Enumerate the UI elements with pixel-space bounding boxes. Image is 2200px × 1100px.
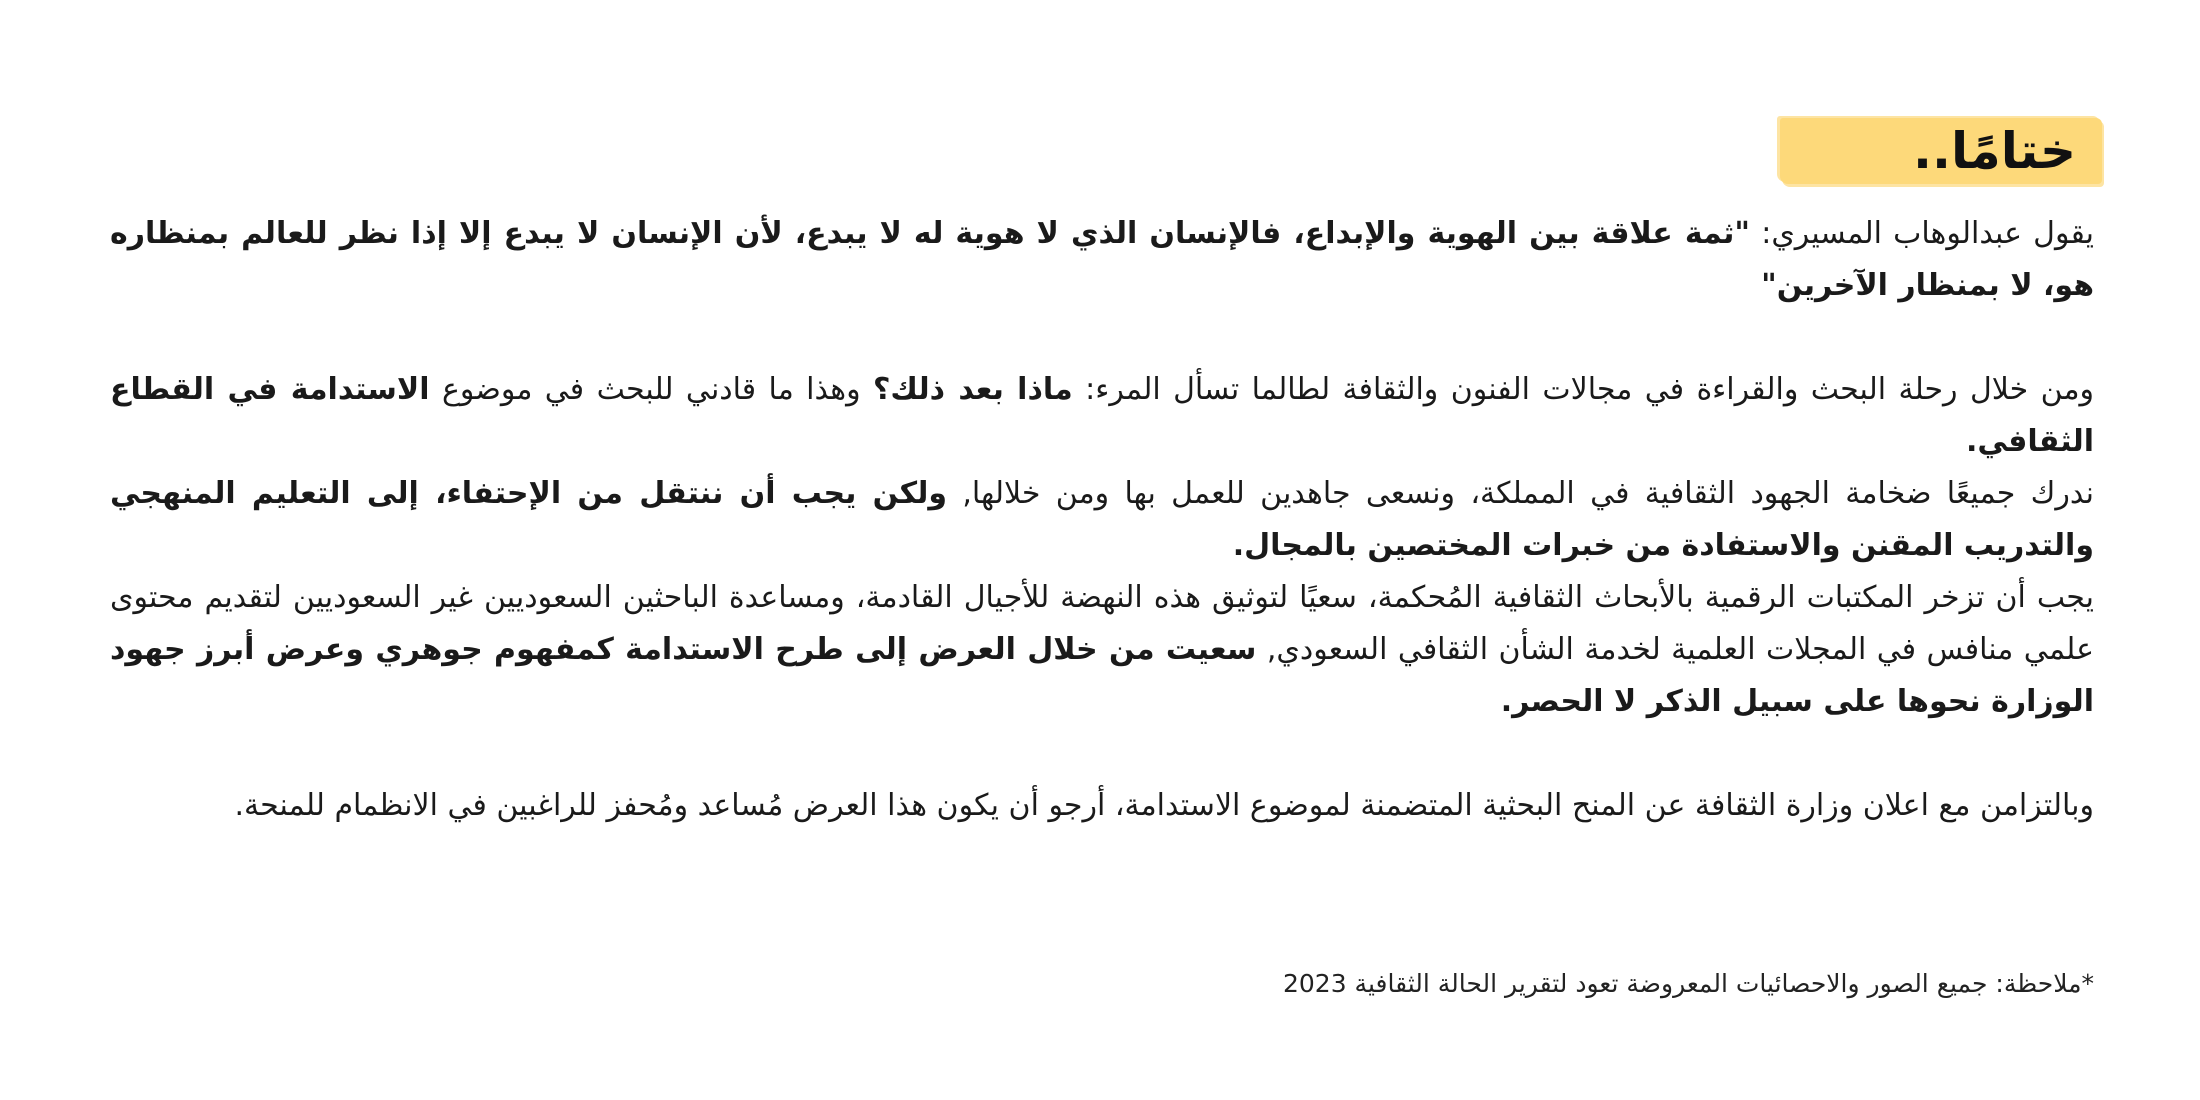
quote-intro: يقول عبدالوهاب المسيري: (1750, 216, 2094, 251)
paragraph-libraries-bold1: سعيت من خلال العرض إلى طرح الاستدامة كمفهوم جوهري وعرض أبرز جهود الوزارة نحوها على سبيل الذكر لا الحصر. (110, 632, 2094, 719)
heading-block (1913, 116, 2094, 186)
paragraph-efforts-bold1: ولكن يجب أن ننتقل من الإحتفاء، إلى التعليم المنهجي والتدريب المقنن والاستفادة من خبرات المختصين بالمجال. (110, 476, 2094, 563)
paragraph-grants: وبالتزامن مع اعلان وزارة الثقافة عن المنح البحثية المتضمنة لموضوع الاستدامة، أرجو أن يكون هذا العرض مُساعد ومُحفز للراغبين في الانظمام للمنحة. (234, 788, 2094, 823)
paragraph-efforts-part1: ندرك جميعًا ضخامة الجهود الثقافية في المملكة، ونسعى جاهدين للعمل بها ومن خلالها, (947, 476, 2094, 511)
quote-text: "ثمة علاقة بين الهوية والإبداع، فالإنسان الذي لا هوية له لا يبدع، لأن الإنسان لا يبدع إلا إذا نظر للعالم بمنظاره هو، لا بمنظار الآخرين" (110, 216, 2094, 303)
quote-paragraph (110, 208, 2094, 312)
closing-text (110, 208, 2094, 832)
paragraph-research-part1: ومن خلال رحلة البحث والقراءة في مجالات الفنون والثقافة لطالما تسأل المرء: (1072, 372, 2095, 407)
spacer (110, 312, 2094, 364)
footnote: *ملاحظة: جميع الصور والاحصائيات المعروضة تعود لتقرير الحالة الثقافية 2023 (1282, 969, 2094, 998)
paragraph-libraries-part1: يجب أن تزخر المكتبات الرقمية بالأبحاث الثقافية المُحكمة، سعيًا لتوثيق هذه النهضة للأجيال القادمة، ومساعدة الباحثين السعوديين غير السعوديين لتقديم محتوى علمي منافس في المجلات العلمية لخدمة الشأن الثقافي السعودي, (110, 580, 2094, 667)
paragraph-efforts (110, 468, 2094, 572)
spacer (110, 728, 2094, 780)
paragraph-research-bold2: الاستدامة في القطاع الثقافي. (110, 372, 2094, 459)
paragraph-research (110, 364, 2094, 468)
page-title: ختامًا.. (1913, 122, 2076, 180)
paragraph-libraries (110, 572, 2094, 728)
closing-page (110, 0, 2094, 1100)
paragraph-research-bold1: ماذا بعد ذلك؟ (873, 372, 1073, 407)
paragraph-research-part2: وهذا ما قادني للبحث في موضوع (429, 372, 873, 407)
